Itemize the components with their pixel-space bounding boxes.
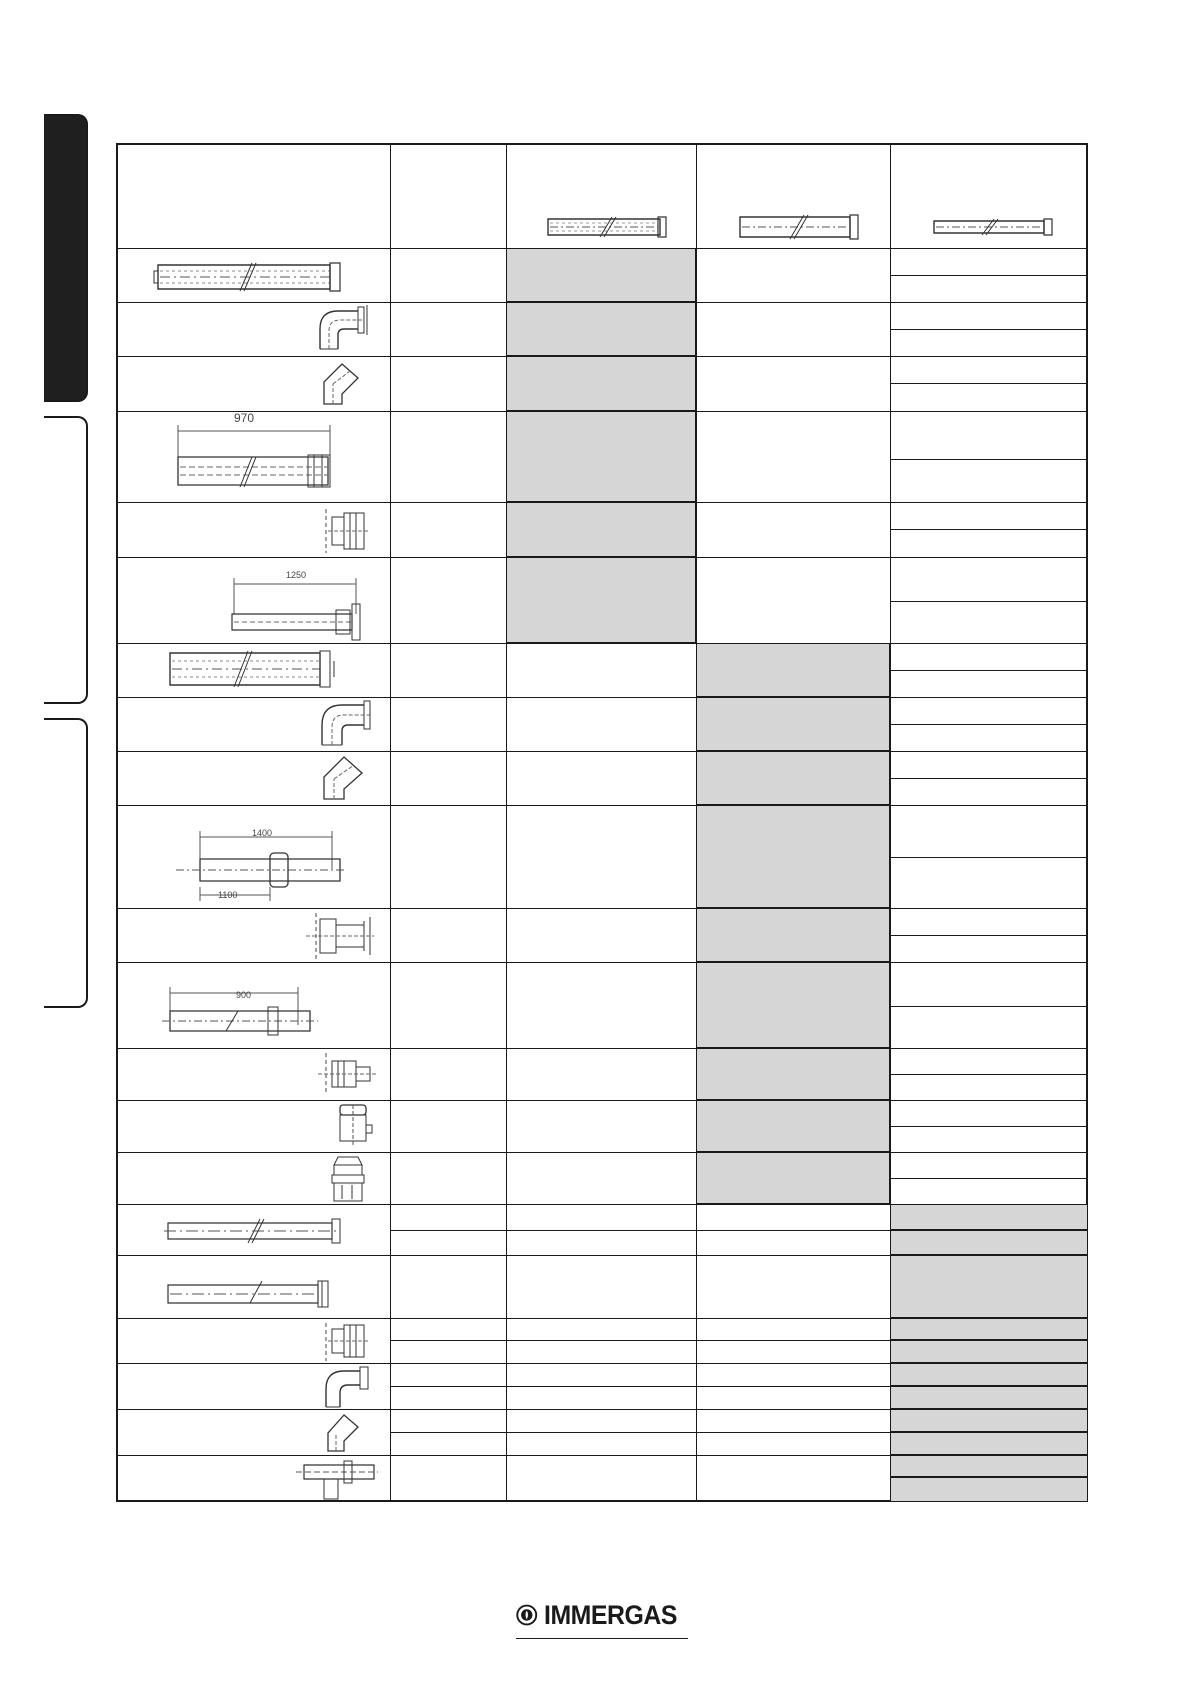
shaded-cell xyxy=(696,1152,890,1204)
column-divider xyxy=(890,145,891,1500)
sub-divider xyxy=(890,724,1088,725)
shaded-cell xyxy=(696,805,890,908)
row-divider xyxy=(118,1363,1086,1364)
shaded-cell xyxy=(890,1386,1088,1409)
sub-divider xyxy=(890,383,1088,384)
shaded-cell xyxy=(890,1204,1088,1230)
coaxial-bend-90-icon xyxy=(314,305,374,353)
vertical-adapter-stack-icon xyxy=(328,1155,372,1203)
column-divider xyxy=(696,145,697,1500)
row-divider xyxy=(118,751,1086,752)
flue-adapter-icon xyxy=(324,507,374,555)
shaded-cell xyxy=(506,356,696,411)
sub-divider xyxy=(890,601,1088,602)
row-divider xyxy=(118,248,1086,249)
shaded-cell xyxy=(890,1477,1088,1502)
row-divider xyxy=(118,1455,1086,1456)
single-flue-adapter-icon xyxy=(324,1321,374,1363)
dimension-label-970: 970 xyxy=(234,411,255,425)
shaded-cell xyxy=(696,1048,890,1100)
sub-divider xyxy=(890,1006,1088,1007)
flue-adapter-small-icon xyxy=(314,1051,378,1097)
brand-underline xyxy=(516,1638,688,1639)
coaxial-pipe-80-125-icon xyxy=(738,213,862,241)
shaded-cell xyxy=(890,1409,1088,1432)
sub-divider xyxy=(890,1178,1088,1179)
coaxial-extension-80-125-icon xyxy=(164,647,354,693)
horizontal-terminal-970-icon xyxy=(170,417,370,497)
sub-divider xyxy=(890,670,1088,671)
row-divider xyxy=(118,643,1086,644)
sub-divider xyxy=(390,1432,1088,1433)
sub-divider xyxy=(890,857,1088,858)
sub-divider xyxy=(890,1074,1088,1075)
column-divider xyxy=(506,145,507,1500)
single-pipe-80-icon xyxy=(932,217,1056,237)
row-divider xyxy=(118,557,1086,558)
row-divider xyxy=(118,908,1086,909)
dimension-label-1400: 1400 xyxy=(252,828,273,838)
sub-divider xyxy=(890,1477,1088,1478)
row-divider xyxy=(118,411,1086,412)
row-divider xyxy=(118,962,1086,963)
shaded-cell xyxy=(696,908,890,962)
shaded-cell xyxy=(506,411,696,502)
flame-emblem-icon xyxy=(516,1598,538,1632)
sub-divider xyxy=(390,1340,1088,1341)
shaded-cell xyxy=(696,697,890,751)
shaded-cell xyxy=(696,643,890,697)
shaded-cell xyxy=(506,302,696,356)
sub-divider xyxy=(890,275,1088,276)
sub-divider xyxy=(890,935,1088,936)
shaded-cell xyxy=(890,1318,1088,1340)
shaded-cell xyxy=(696,962,890,1048)
row-divider xyxy=(118,502,1086,503)
sub-divider xyxy=(390,1230,1088,1231)
side-tab-1[interactable] xyxy=(44,114,88,402)
sub-divider xyxy=(890,778,1088,779)
single-pipe-extension-icon xyxy=(162,1211,362,1251)
coaxial-bend-90-large-icon xyxy=(318,701,374,749)
shaded-cell xyxy=(890,1363,1088,1386)
shaded-cell xyxy=(506,502,696,557)
shaded-cell xyxy=(890,1455,1088,1477)
spec-table xyxy=(116,143,1088,1502)
shaded-cell xyxy=(506,248,696,302)
row-divider xyxy=(118,1204,1086,1205)
sub-divider xyxy=(890,459,1088,460)
row-divider xyxy=(118,1409,1086,1410)
row-divider xyxy=(118,356,1086,357)
row-divider xyxy=(118,1100,1086,1101)
dimension-label-1100: 1100 xyxy=(218,890,238,900)
shaded-cell xyxy=(506,557,696,643)
shaded-cell xyxy=(890,1230,1088,1255)
row-divider xyxy=(118,1048,1086,1049)
side-tab-2[interactable] xyxy=(44,416,88,704)
shaded-cell xyxy=(890,1255,1088,1318)
brand-logo xyxy=(516,1598,688,1632)
side-tab-3[interactable] xyxy=(44,718,88,1008)
split-kit-adapter-icon xyxy=(294,1459,378,1501)
horizontal-terminal-900-icon xyxy=(160,985,360,1045)
sub-divider xyxy=(890,1126,1088,1127)
single-bend-45-icon xyxy=(322,1411,366,1453)
row-divider xyxy=(118,697,1086,698)
row-divider xyxy=(118,805,1086,806)
coaxial-pipe-60-100-icon xyxy=(546,215,670,239)
coaxial-bend-45-icon xyxy=(316,360,366,406)
shaded-cell xyxy=(890,1340,1088,1363)
brand-wordmark: IMMERGAS xyxy=(543,1599,677,1630)
row-divider xyxy=(118,1255,1086,1256)
sub-divider xyxy=(890,529,1088,530)
flue-adapter-large-icon xyxy=(304,911,376,961)
dimension-label-900: 900 xyxy=(236,990,252,1000)
sub-divider xyxy=(390,1386,1088,1387)
shaded-cell xyxy=(890,1432,1088,1455)
shaded-cell xyxy=(696,1100,890,1152)
vertical-adapter-kit-icon xyxy=(336,1103,376,1149)
coaxial-extension-60-100-icon xyxy=(152,261,348,293)
dimension-label-1250: 1250 xyxy=(286,570,307,580)
shaded-cell xyxy=(696,751,890,805)
row-divider xyxy=(118,1152,1086,1153)
single-bend-90-icon xyxy=(322,1367,372,1409)
row-divider xyxy=(118,1318,1086,1319)
sub-divider xyxy=(890,329,1088,330)
single-pipe-adapter-icon xyxy=(164,1275,364,1315)
row-divider xyxy=(118,302,1086,303)
coaxial-bend-45-large-icon xyxy=(318,755,370,801)
column-divider xyxy=(390,145,391,1500)
